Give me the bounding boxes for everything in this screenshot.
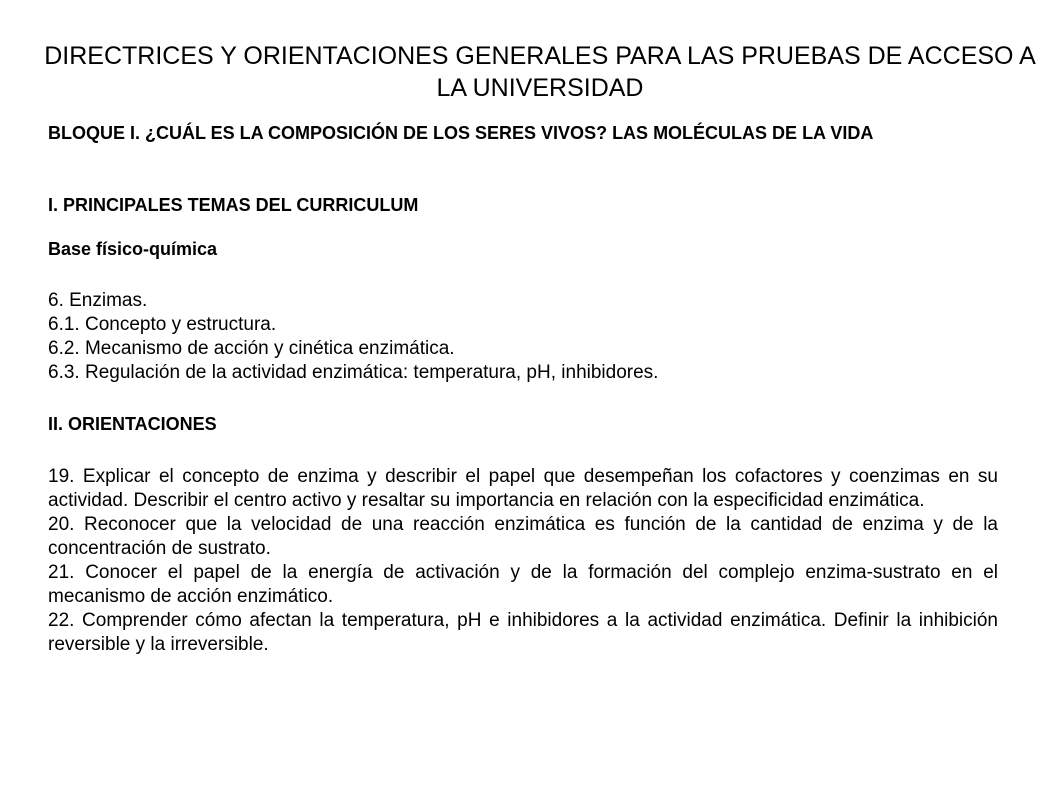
- curriculum-topics-list: [48, 289, 1026, 385]
- orientacion-item-21: 21. Conocer el papel de la energía de activación y de la formación del complejo enzima-sustrato en el mecanismo de acción enzimático.: [48, 562, 998, 607]
- orientacion-item-22: 22. Comprender cómo afectan la temperatura, pH e inhibidores a la actividad enzimática. Definir la inhibición reversible y la irreversible.: [48, 610, 998, 655]
- section-heading-orientaciones: II. ORIENTACIONES: [48, 414, 217, 434]
- list-item: 6.1. Concepto y estructura.: [48, 314, 277, 335]
- orientaciones-list: [48, 465, 998, 657]
- document-title: DIRECTRICES Y ORIENTACIONES GENERALES PARA LAS PRUEBAS DE ACCESO A LA UNIVERSIDAD: [44, 42, 1036, 102]
- section-heading-curriculum: I. PRINCIPALES TEMAS DEL CURRICULUM: [48, 195, 419, 215]
- list-item: 6.3. Regulación de la actividad enzimática: temperatura, pH, inhibidores.: [48, 362, 659, 383]
- orientacion-item-19: 19. Explicar el concepto de enzima y describir el papel que desempeñan los cofactores y coenzimas en su actividad. Describir el centro activo y resaltar su importancia en relación con la especificidad enzimática.: [48, 466, 998, 511]
- block-heading: BLOQUE I. ¿CUÁL ES LA COMPOSICIÓN DE LOS SERES VIVOS? LAS MOLÉCULAS DE LA VIDA: [48, 123, 874, 143]
- list-item: 6. Enzimas.: [48, 290, 148, 311]
- orientacion-item-20: 20. Reconocer que la velocidad de una reacción enzimática es función de la cantidad de enzima y de la concentración de sustrato.: [48, 514, 998, 559]
- list-item: 6.2. Mecanismo de acción y cinética enzimática.: [48, 338, 455, 359]
- subheading-base-fisico-quimica: Base físico-química: [48, 239, 218, 259]
